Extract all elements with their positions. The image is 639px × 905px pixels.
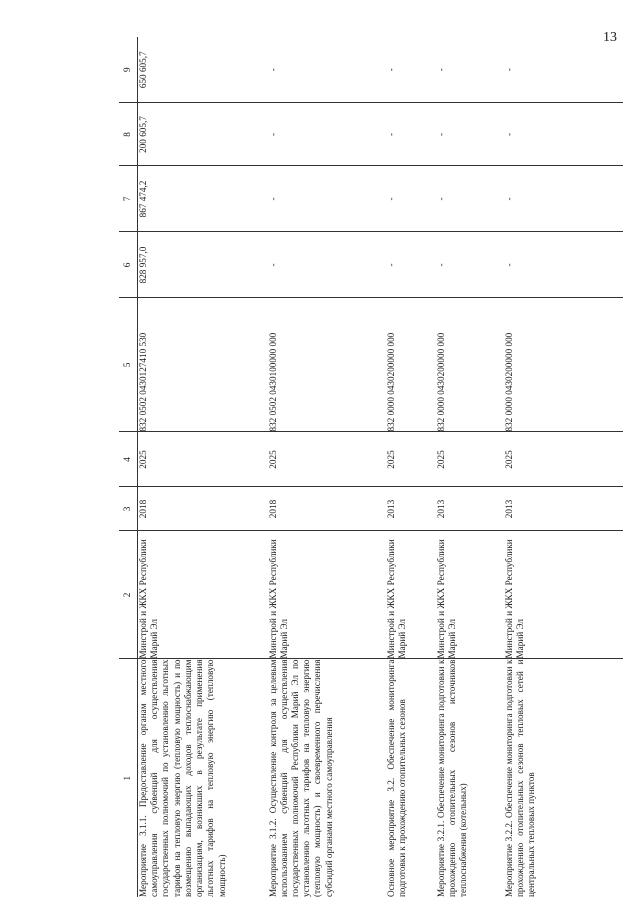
header-row bbox=[119, 37, 138, 897]
header-cell: 4 bbox=[119, 432, 138, 487]
executor: Минстрой и ЖКХ Республики Марий Эл bbox=[138, 531, 268, 659]
executor: Минстрой и ЖКХ Республики Марий Эл bbox=[386, 531, 436, 659]
amount-cell: - bbox=[268, 232, 386, 298]
activity-name: Основное мероприятие 3.2. Обеспечение мониторинга подготовки к прохождению отопительных сезонов bbox=[385, 659, 407, 897]
budget-code: 832 0000 0430200000 000 bbox=[504, 298, 623, 432]
amount-cell: - bbox=[504, 103, 623, 166]
executor: Минстрой и ЖКХ Республики Марий Эл bbox=[436, 531, 504, 659]
table-row bbox=[386, 37, 436, 897]
budget-code: 832 0502 0430100000 000 bbox=[268, 298, 386, 432]
table-row bbox=[504, 37, 623, 897]
start-year: 2013 bbox=[504, 487, 623, 531]
end-year: 2025 bbox=[386, 432, 436, 487]
header-cell: 1 bbox=[119, 659, 138, 897]
amount-cell: - bbox=[268, 37, 386, 103]
start-year: 2018 bbox=[138, 487, 268, 531]
amount-cell: 650 605,7 bbox=[138, 37, 268, 103]
program-table bbox=[119, 37, 623, 897]
header-cell: 8 bbox=[119, 103, 138, 166]
amount-cell: - bbox=[504, 232, 623, 298]
budget-code: 832 0000 0430200000 000 bbox=[436, 298, 504, 432]
amount-cell: - bbox=[436, 232, 504, 298]
amount-cell: - bbox=[436, 166, 504, 232]
amount-cell: - bbox=[504, 37, 623, 103]
table-row bbox=[138, 37, 268, 897]
amount-cell: 828 957,0 bbox=[138, 232, 268, 298]
start-year: 2013 bbox=[436, 487, 504, 531]
start-year: 2013 bbox=[386, 487, 436, 531]
activity-name: Мероприятие 3.1.2. Осуществление контроля за целевым использованием субвенций для осуществления государственных полномочий Республики Марий Эл по установлению льготных тарифов на тепловую энергию (тепловую мощность) и своевременного перечисления субсидий органами местного самоуправления bbox=[267, 659, 334, 897]
amount-cell: - bbox=[386, 232, 436, 298]
budget-code: 832 0000 0430200000 000 bbox=[386, 298, 436, 432]
table-row bbox=[436, 37, 504, 897]
executor: Минстрой и ЖКХ Республики Марий Эл bbox=[504, 531, 623, 659]
page-number: 13 bbox=[603, 30, 617, 45]
budget-code: 832 0502 0430127410 530 bbox=[138, 298, 268, 432]
end-year: 2025 bbox=[504, 432, 623, 487]
amount-cell: - bbox=[436, 103, 504, 166]
header-cell: 3 bbox=[119, 487, 138, 531]
activity-name: Мероприятие 3.2.2. Обеспечение мониторинга подготовки к прохождению отопительных сезонов тепловых сетей и центральных тепловых пунктов bbox=[503, 659, 536, 897]
header-cell: 6 bbox=[119, 232, 138, 298]
end-year: 2025 bbox=[138, 432, 268, 487]
amount-cell: - bbox=[436, 37, 504, 103]
amount-cell: - bbox=[504, 166, 623, 232]
table-row bbox=[268, 37, 386, 897]
header-cell: 9 bbox=[119, 37, 138, 103]
amount-cell: - bbox=[386, 166, 436, 232]
executor: Минстрой и ЖКХ Республики Марий Эл bbox=[268, 531, 386, 659]
amount-cell: - bbox=[386, 37, 436, 103]
header-cell: 5 bbox=[119, 298, 138, 432]
amount-cell: 867 474,2 bbox=[138, 166, 268, 232]
header-cell: 7 bbox=[119, 166, 138, 232]
end-year: 2025 bbox=[436, 432, 504, 487]
amount-cell: - bbox=[268, 103, 386, 166]
amount-cell: - bbox=[268, 166, 386, 232]
header-cell: 2 bbox=[119, 531, 138, 659]
rotated-table-wrapper bbox=[119, 37, 622, 897]
amount-cell: - bbox=[386, 103, 436, 166]
activity-name: Мероприятие 3.1.1. Предоставление органам местного самоуправления субвенций для осуществления государственных полномочий по установлению льготных тарифов на тепловую энергию (тепловую мощность) и по возмещению выпадающих доходов теплоснабжающим организациям, возникших в результате применения льготных тарифов на тепловую энергию (тепловую мощность) bbox=[138, 659, 227, 897]
end-year: 2025 bbox=[268, 432, 386, 487]
amount-cell: 200 605,7 bbox=[138, 103, 268, 166]
activity-name: Мероприятие 3.2.1. Обеспечение мониторинга подготовки к прохождению отопительных сезонов источников теплоснабжения (котельных) bbox=[435, 659, 468, 897]
start-year: 2018 bbox=[268, 487, 386, 531]
